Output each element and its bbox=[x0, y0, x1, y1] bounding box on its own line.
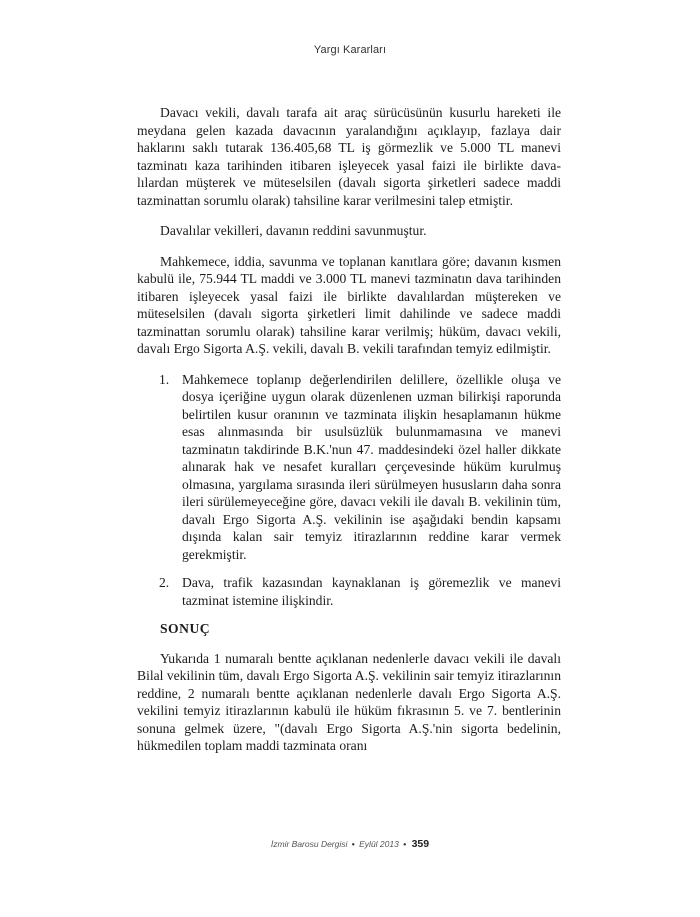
paragraph-plaintiff-claim: Davacı vekili, davalı tarafa ait araç sürücüsünün kusurlu hareketi ile meydana gelen kazada davacının yaralandığını açıklayıp, fazlaya dair haklarını saklı tutarak 136.405,68 TL iş görmezlik ve 5.000 TL manevi tazminatı kaza tarihinden itibaren işleyecek yasal faizi ile birlikte davalılardan müşterek ve müteselsilen (davalı sigorta şirketleri sadece maddi tazminattan sorumlu olarak) tahsiline karar verilmesini talep etmiştir. bbox=[137, 105, 561, 208]
list-item-number: 2. bbox=[159, 575, 170, 590]
list-item-number: 1. bbox=[159, 371, 170, 387]
page-number: 359 bbox=[411, 838, 430, 850]
footer-separator: • bbox=[351, 839, 355, 849]
section-heading-conclusion: SONUÇ bbox=[160, 621, 211, 636]
list-item bbox=[137, 574, 561, 609]
paragraph-conclusion: Yukarıda 1 numaralı bentte açıklanan nedenlerle davacı vekili ile davalı Bilal vekilinin tüm, davalı Ergo Sigorta A.Ş. vekilinin sair temyiz itirazlarının reddine, 2 numaralı bentte açıklanan nedenlerle davalı Ergo Sigorta A.Ş. vekilini temyiz itirazlarının kabulü ile hüküm fıkrasının 5. ve 7. bentlerinin sonuna gelmek üzere, "(davalı Ergo Sigorta A.Ş.'nin sigorta bedelinin, hükmedilen toplam maddi tazminata oranı bbox=[137, 650, 561, 753]
paragraph-court-decision: Mahkemece, iddia, savunma ve toplanan kanıtlara göre; davanın kısmen kabulü ile, 75.944 TL maddi ve 3.000 TL manevi tazminatın dava tarihinden itibaren işleyecek yasal faizi ile birlikte davalılardan müştereken ve müteselsilen (davalı sigorta şirketleri limit dahilinde ve sadece maddi tazminattan sorumlu olarak) tahsiline karar verilmiş; hüküm, davacı vekili, davalı Ergo Sigorta A.Ş. vekili, davalı B. vekili tarafından temyiz edilmiştir. bbox=[137, 253, 561, 356]
footer-separator: • bbox=[403, 839, 407, 849]
list-item bbox=[137, 371, 561, 564]
list-item-text: Dava, trafik kazasından kaynaklanan iş göremezlik ve manevi tazminat istemine ilişkindir. bbox=[182, 575, 561, 608]
running-header: Yargı Kararları bbox=[313, 44, 387, 56]
page-footer bbox=[0, 838, 700, 850]
document-body bbox=[137, 104, 561, 768]
footer-issue-date: Eylül 2013 bbox=[359, 839, 399, 849]
list-item-text: Mahkemece toplanıp değerlendirilen delillere, özellikle oluşa ve dosya içeriğine uygun olarak düzenlenen uzman bilirkişi raporunda belirtilen kusur oranının ve tazminata ilişkin hesaplamanın hükme esas alınmasında bir usulsüzlük bulunmamasına ve manevi tazminatın takdirinde B.K.'nun 47. maddesindeki özel haller dikkate alınarak hak ve nesafet kuralları çerçevesinde hüküm kurulmuş olmasına, yargılama sırasında ileri sürülmeyen hususların daha sonra ileri sürülemeyeceğine göre, davacı vekili ile davalı B. vekilinin tüm, davalı Ergo Sigorta A.Ş. vekilinin ise aşağıdaki bendin kapsamı dışında kalan sair temyiz itirazlarının reddine karar vermek gerekmiştir. bbox=[182, 371, 561, 562]
numbered-list bbox=[137, 371, 561, 610]
footer-journal-name: İzmir Barosu Dergisi bbox=[270, 839, 348, 849]
paragraph-defendant-response: Davalılar vekilleri, davanın reddini savunmuştur. bbox=[160, 223, 427, 238]
